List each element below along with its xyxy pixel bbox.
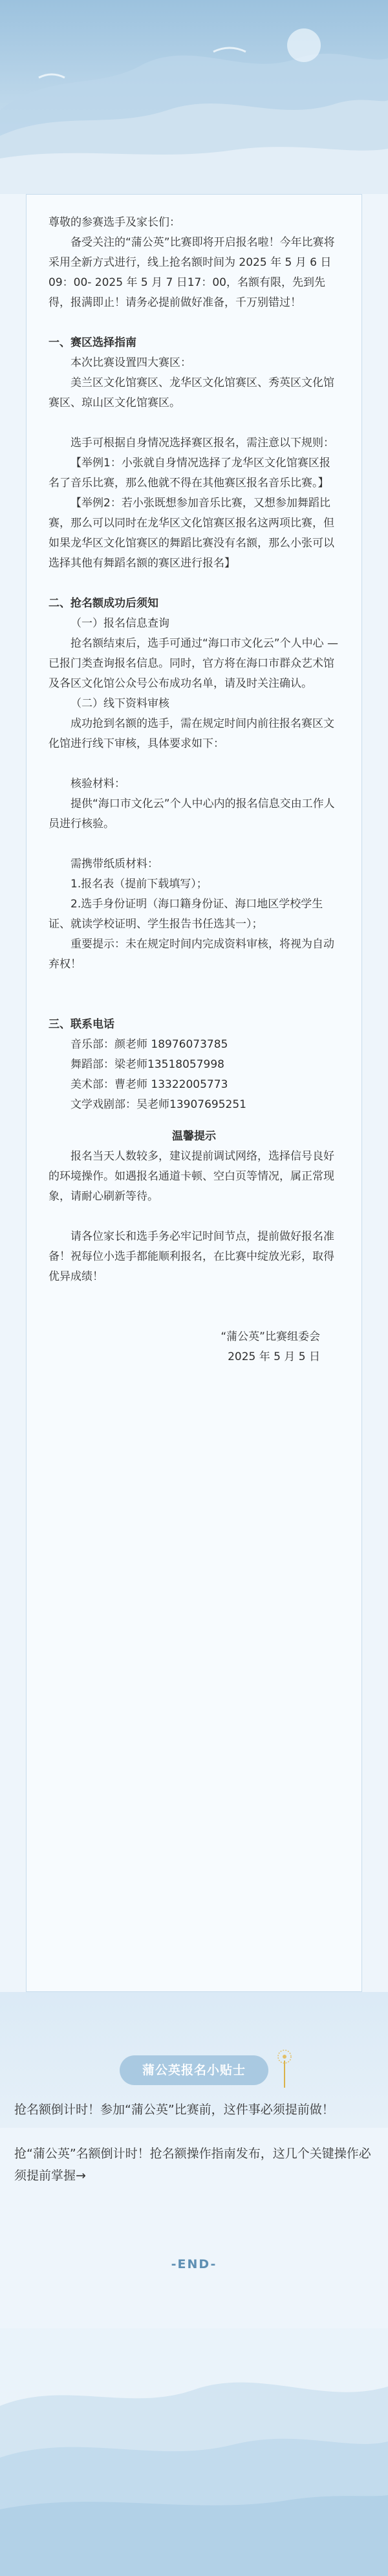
related-link-2[interactable]: 抢“蒲公英”名额倒计时！抢名额操作指南发布，这几个关键操作必须提前掌握→: [14, 2147, 371, 2183]
sub2-text: 成功抢到名额的选手，需在规定时间内前往报名赛区文化馆进行线下审核，具体要求如下：: [48, 717, 334, 750]
bring-item-1: 1.报名表（提前下载填写）；: [70, 878, 208, 891]
tips-title: 蒲公英报名小贴士: [120, 2055, 268, 2085]
verify-text: 提供“海口市文化云”个人中心内的报名信息交由工作人员进行核验。: [48, 797, 335, 830]
notice-card: [26, 194, 362, 1992]
bring-label: 需携带纸质材料：: [70, 858, 158, 871]
notice-date: 2025 年 5 月 5 日: [228, 1350, 320, 1363]
venues-list: 美兰区文化馆赛区、龙华区文化馆赛区、秀英区文化馆赛区、琼山区文化馆赛区。: [48, 376, 334, 409]
warm-tip-title: 温馨提示: [172, 1130, 216, 1143]
sub1-text: 抢名额结束后，选手可通过“海口市文化云”个人中心 — 已报门类查询报名信息。同时，官方将在海口市群众艺术馆及各区文化馆公众号公布成功名单，请及时关注确认。: [48, 637, 339, 690]
landscape-illustration: [0, 0, 388, 194]
contact-dept: 美术部：: [70, 1078, 114, 1091]
contact-person: 吴老师: [136, 1098, 169, 1111]
sub2-title: （二）线下资料审核: [70, 697, 169, 710]
contact-dept: 音乐部：: [70, 1038, 114, 1051]
intro-paragraph: 备受关注的“蒲公英”比赛即将开启报名啦！今年比赛将采用全新方式进行，线上抢名额时间为 2025 年 5 月 6 日 09：00- 2025 年 5 月 7 日17：00，名额有限，先到先得，报满即止！请务必提前做好准备，千万别错过！: [48, 236, 335, 309]
verify-label: 核验材料：: [70, 777, 125, 790]
bring-item-2: 2.选手身份证明（海口籍身份证、海口地区学校学生证、就读学校证明、学生报告书任选其一）；: [48, 898, 323, 931]
related-link-1[interactable]: 抢名额倒计时！参加“蒲公英”比赛前，这件事必须提前做！: [14, 2103, 334, 2117]
sub1-title: （一）报名信息查询: [70, 617, 169, 630]
end-marker: -END-: [171, 2257, 217, 2271]
contact-row: [70, 1055, 339, 1075]
contact-list: [48, 1035, 339, 1115]
contact-person: 曹老师: [114, 1078, 147, 1091]
contact-person: 梁老师: [114, 1058, 147, 1071]
related-links: [14, 2099, 376, 2209]
warm-tip-text-1: 报名当天人数较多，建议提前调试网络，选择信号良好的环境操作。如遇报名通道卡顿、空白页等情况，属正常现象，请耐心刷新等待。: [48, 1150, 334, 1203]
greeting: 尊敬的参赛选手及家长们：: [48, 216, 180, 229]
contact-dept: 舞蹈部：: [70, 1058, 114, 1071]
section1-intro: 本次比赛设置四大赛区：: [70, 356, 191, 369]
section3-title: 三、联系电话: [48, 1018, 114, 1031]
example-1: 【举例1：小张就自身情况选择了龙华区文化馆赛区报名了音乐比赛，那么他就不得在其他赛区报名音乐比赛。】: [48, 457, 330, 490]
contact-dept: 文学戏剧部：: [70, 1098, 136, 1111]
contact-row: [70, 1075, 339, 1095]
rule-intro: 选手可根据自身情况选择赛区报名，需注意以下规则：: [70, 437, 334, 449]
warm-tip-text-2: 请各位家长和选手务必牢记时间节点，提前做好报名准备！祝每位小选手都能顺利报名，在比赛中绽放光彩，取得优异成绩！: [48, 1230, 334, 1283]
section1-title: 一、赛区选择指南: [48, 336, 136, 349]
contact-row: [70, 1095, 339, 1115]
contact-phone[interactable]: 13518057998: [147, 1058, 224, 1071]
footer-landscape-illustration: [0, 2328, 388, 2576]
contact-phone[interactable]: 18976073785: [151, 1038, 228, 1051]
contact-row: [70, 1035, 339, 1055]
header-banner: [0, 0, 388, 194]
dandelion-icon: [272, 2044, 297, 2089]
signature: “蒲公英”比赛组委会: [221, 1330, 320, 1343]
example-2: 【举例2：若小张既想参加音乐比赛，又想参加舞蹈比赛，那么可以同时在龙华区文化馆赛区报名这两项比赛，但如果龙华区文化馆赛区的舞蹈比赛没有名额，那么小张可以选择其他有舞蹈名额的赛区进行报名】: [48, 497, 334, 570]
contact-phone[interactable]: 13322005773: [151, 1078, 228, 1091]
contact-phone[interactable]: 13907695251: [169, 1098, 246, 1111]
contact-person: 颜老师: [114, 1038, 147, 1051]
section2-title: 二、抢名额成功后须知: [48, 597, 158, 610]
important-note: 重要提示：未在规定时间内完成资料审核，将视为自动弃权！: [48, 938, 334, 971]
